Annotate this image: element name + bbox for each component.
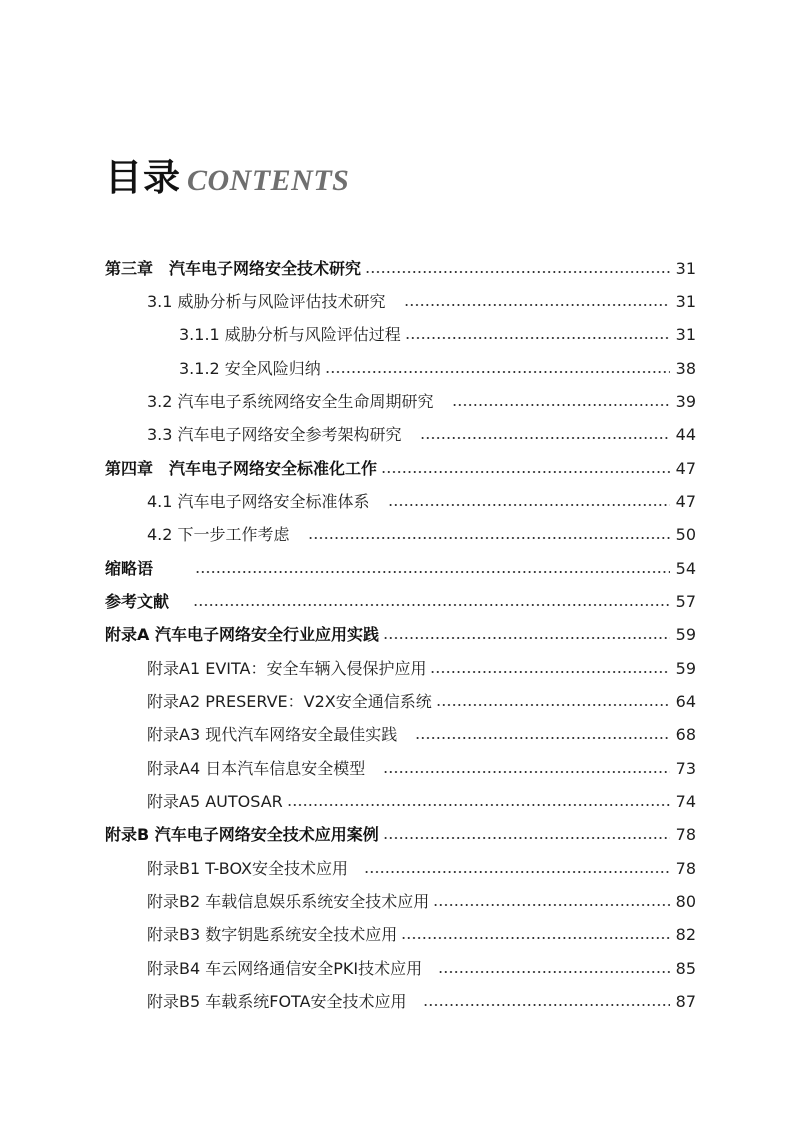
dot-leader (452, 404, 670, 406)
toc-entry-3-1-1[interactable] (179, 323, 696, 347)
toc-entry-title: 4.2 下一步工作考虑 (147, 525, 290, 544)
toc-entry-page-number: 74 (675, 792, 696, 811)
toc-entry-page-number: 31 (675, 292, 696, 311)
toc-entry-appendix-a4[interactable] (147, 757, 696, 781)
toc-entry-page-number: 59 (675, 625, 696, 644)
toc-entry-title: 附录A2 PRESERVE：V2X安全通信系统 (147, 692, 432, 711)
toc-entry-page-number: 82 (675, 925, 696, 944)
toc-entry-appendix-a5[interactable] (147, 790, 696, 814)
dot-leader (438, 971, 670, 973)
toc-entry-title: 3.1 威胁分析与风险评估技术研究 (147, 292, 386, 311)
toc-entry-page-number: 78 (675, 859, 696, 878)
toc-entry-title: 附录A4 日本汽车信息安全模型 (147, 759, 366, 778)
toc-entry-title: 附录B3 数字钥匙系统安全技术应用 (147, 925, 398, 944)
toc-entry-page-number: 31 (675, 325, 696, 344)
toc-entry-page-number: 57 (675, 592, 696, 611)
dot-leader (430, 671, 669, 673)
dot-leader (420, 437, 670, 439)
page-title-chinese: 目录 (105, 156, 181, 199)
dot-leader (401, 937, 669, 939)
toc-entry-references[interactable] (105, 590, 696, 614)
toc-entry-appendix-b3[interactable] (147, 923, 696, 947)
toc-entry-appendix-b4[interactable] (147, 957, 696, 981)
toc-entry-page-number: 85 (675, 959, 696, 978)
toc-entry-chapter-3[interactable] (105, 257, 696, 281)
toc-entry-appendix-a[interactable] (105, 623, 696, 647)
dot-leader (405, 337, 670, 339)
toc-entry-page-number: 59 (675, 659, 696, 678)
toc-entry-title: 附录B1 T-BOX安全技术应用 (147, 859, 348, 878)
toc-entry-appendix-a1[interactable] (147, 657, 696, 681)
toc-entry-title: 参考文献 (105, 592, 170, 611)
dot-leader (381, 471, 670, 473)
toc-entry-title: 4.1 汽车电子网络安全标准体系 (147, 492, 370, 511)
dot-leader (404, 304, 670, 306)
toc-entry-page-number: 80 (675, 892, 696, 911)
toc-entry-title: 附录B2 车载信息娱乐系统安全技术应用 (147, 892, 430, 911)
toc-entry-page-number: 50 (675, 525, 696, 544)
toc-entry-4-2[interactable] (147, 523, 696, 547)
toc-entry-appendix-a2[interactable] (147, 690, 696, 714)
dot-leader (436, 704, 670, 706)
toc-entry-page-number: 44 (675, 425, 696, 444)
toc-entry-appendix-b2[interactable] (147, 890, 696, 914)
dot-leader (433, 904, 669, 906)
toc-entry-title: 附录B 汽车电子网络安全技术应用案例 (105, 825, 379, 844)
dot-leader (383, 837, 670, 839)
toc-entry-3-2[interactable] (147, 390, 696, 414)
toc-entry-title: 附录A3 现代汽车网络安全最佳实践 (147, 725, 398, 744)
toc-entry-title: 附录B5 车载系统FOTA安全技术应用 (147, 992, 407, 1011)
toc-entry-title: 3.1.2 安全风险归纳 (179, 359, 321, 378)
toc-entry-title: 附录A 汽车电子网络安全行业应用实践 (105, 625, 379, 644)
toc-entry-page-number: 78 (675, 825, 696, 844)
toc-entry-title: 附录A5 AUTOSAR (147, 792, 283, 811)
toc-entry-3-3[interactable] (147, 423, 696, 447)
toc-entry-appendix-b1[interactable] (147, 857, 696, 881)
dot-leader (364, 871, 670, 873)
toc-entry-page-number: 47 (675, 492, 696, 511)
toc-entry-abbreviations[interactable] (105, 557, 696, 581)
dot-leader (287, 804, 670, 806)
page-title-english: CONTENTS (187, 164, 350, 197)
toc-entry-title: 第三章 汽车电子网络安全技术研究 (105, 259, 362, 278)
toc-entry-title: 缩略语 (105, 559, 154, 578)
toc-entry-page-number: 68 (675, 725, 696, 744)
toc-entry-title: 附录B4 车云网络通信安全PKI技术应用 (147, 959, 423, 978)
toc-entry-appendix-b5[interactable] (147, 990, 696, 1014)
dot-leader (193, 604, 670, 606)
toc-entry-title: 3.3 汽车电子网络安全参考架构研究 (147, 425, 402, 444)
toc-entry-page-number: 73 (675, 759, 696, 778)
dot-leader (308, 537, 670, 539)
toc-entry-appendix-a3[interactable] (147, 723, 696, 747)
dot-leader (383, 637, 670, 639)
dot-leader (383, 771, 669, 773)
dot-leader (365, 271, 670, 273)
toc-entry-page-number: 31 (675, 259, 696, 278)
toc-entry-3-1[interactable] (147, 290, 696, 314)
toc-entry-3-1-2[interactable] (179, 357, 696, 381)
dot-leader (423, 1004, 670, 1006)
toc-entry-title: 3.1.1 威胁分析与风险评估过程 (179, 325, 401, 344)
toc-entry-page-number: 38 (675, 359, 696, 378)
toc-entry-title: 3.2 汽车电子系统网络安全生命周期研究 (147, 392, 434, 411)
toc-entry-4-1[interactable] (147, 490, 696, 514)
toc-entry-title: 第四章 汽车电子网络安全标准化工作 (105, 459, 378, 478)
toc-entry-page-number: 64 (675, 692, 696, 711)
dot-leader (415, 737, 669, 739)
toc-entry-page-number: 54 (675, 559, 696, 578)
toc-entry-page-number: 87 (675, 992, 696, 1011)
dot-leader (195, 571, 670, 573)
dot-leader (388, 504, 670, 506)
toc-entry-chapter-4[interactable] (105, 457, 696, 481)
toc-entry-page-number: 39 (675, 392, 696, 411)
toc-entry-appendix-b[interactable] (105, 823, 696, 847)
toc-entry-page-number: 47 (675, 459, 696, 478)
dot-leader (325, 371, 670, 373)
toc-entry-title: 附录A1 EVITA：安全车辆入侵保护应用 (147, 659, 427, 678)
